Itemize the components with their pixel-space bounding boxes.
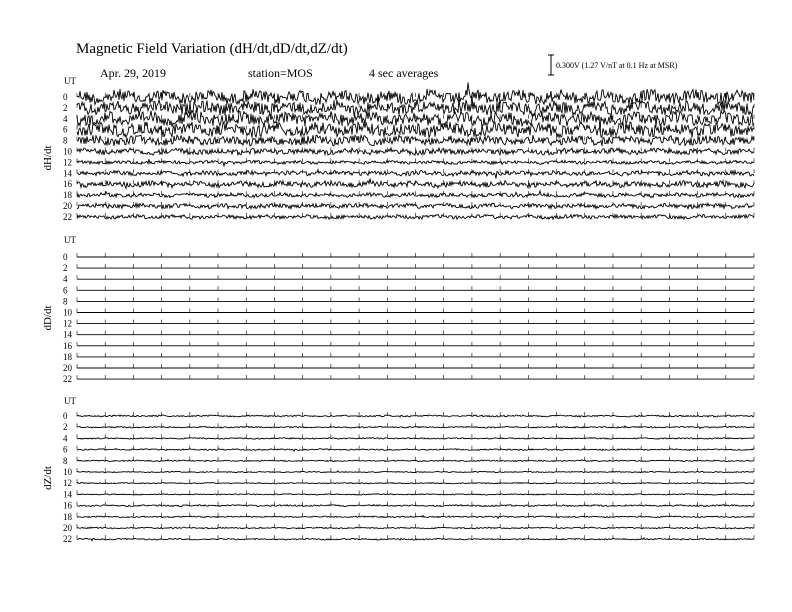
panel-ylabel: dD/dt [42,305,54,331]
row-hour-label: 4 [63,433,68,444]
row-hour-label: 2 [63,263,68,274]
trace-line [77,449,754,452]
row-hour-label: 2 [63,102,68,113]
chart-title: Magnetic Field Variation (dH/dt,dD/dt,dZ/dt) [76,41,348,57]
panel-ylabel: dH/dt [42,145,54,171]
row-hour-label: 2 [63,422,68,433]
row-hour-label: 0 [63,252,68,262]
panel-dz-dt [42,396,754,544]
row-hour-label: 8 [63,296,68,307]
row-hour-label: 10 [63,307,72,318]
row-hour-label: 22 [63,374,72,385]
row-hour-label: 14 [63,168,72,179]
row-hour-label: 6 [63,285,68,296]
row-hour-label: 12 [63,478,72,489]
scale-bar [548,55,678,75]
trace-line [77,494,754,495]
row-hour-label: 16 [63,340,72,351]
row-hour-label: 20 [63,363,72,373]
station-label: station=MOS [248,66,313,80]
panel-ut-label: UT [64,76,76,86]
scale-label: 0.300V (1.27 V/nT at 0.1 Hz at MSR) [556,61,678,70]
row-hour-label: 22 [63,211,72,222]
row-hour-label: 0 [63,92,68,102]
row-hour-label: 4 [63,113,68,124]
row-hour-label: 22 [63,534,72,545]
row-hour-label: 8 [63,135,68,146]
trace-line [77,426,754,429]
row-hour-label: 12 [63,318,72,329]
date-label: Apr. 29, 2019 [100,66,166,80]
panel-dh-dt [42,76,754,222]
row-hour-label: 12 [63,157,72,168]
row-hour-label: 10 [63,467,72,477]
averaging-label: 4 sec averages [369,66,439,80]
row-hour-label: 18 [63,511,72,522]
panel-ut-label: UT [64,235,76,245]
row-hour-label: 16 [63,179,72,190]
panel-ylabel: dZ/dt [42,466,54,490]
row-hour-label: 18 [63,351,72,362]
row-hour-label: 16 [63,500,72,511]
row-hour-label: 20 [63,201,72,211]
row-hour-label: 6 [63,124,68,135]
panel-ut-label: UT [64,396,76,406]
row-hour-label: 14 [63,489,72,500]
row-hour-label: 10 [63,146,72,157]
panel-dd-dt [42,235,754,384]
row-hour-label: 4 [63,274,68,285]
row-hour-label: 0 [63,411,68,421]
row-hour-label: 6 [63,444,68,455]
row-hour-label: 18 [63,190,72,201]
row-hour-label: 8 [63,455,68,466]
row-hour-label: 14 [63,329,72,340]
row-hour-label: 20 [63,523,72,533]
